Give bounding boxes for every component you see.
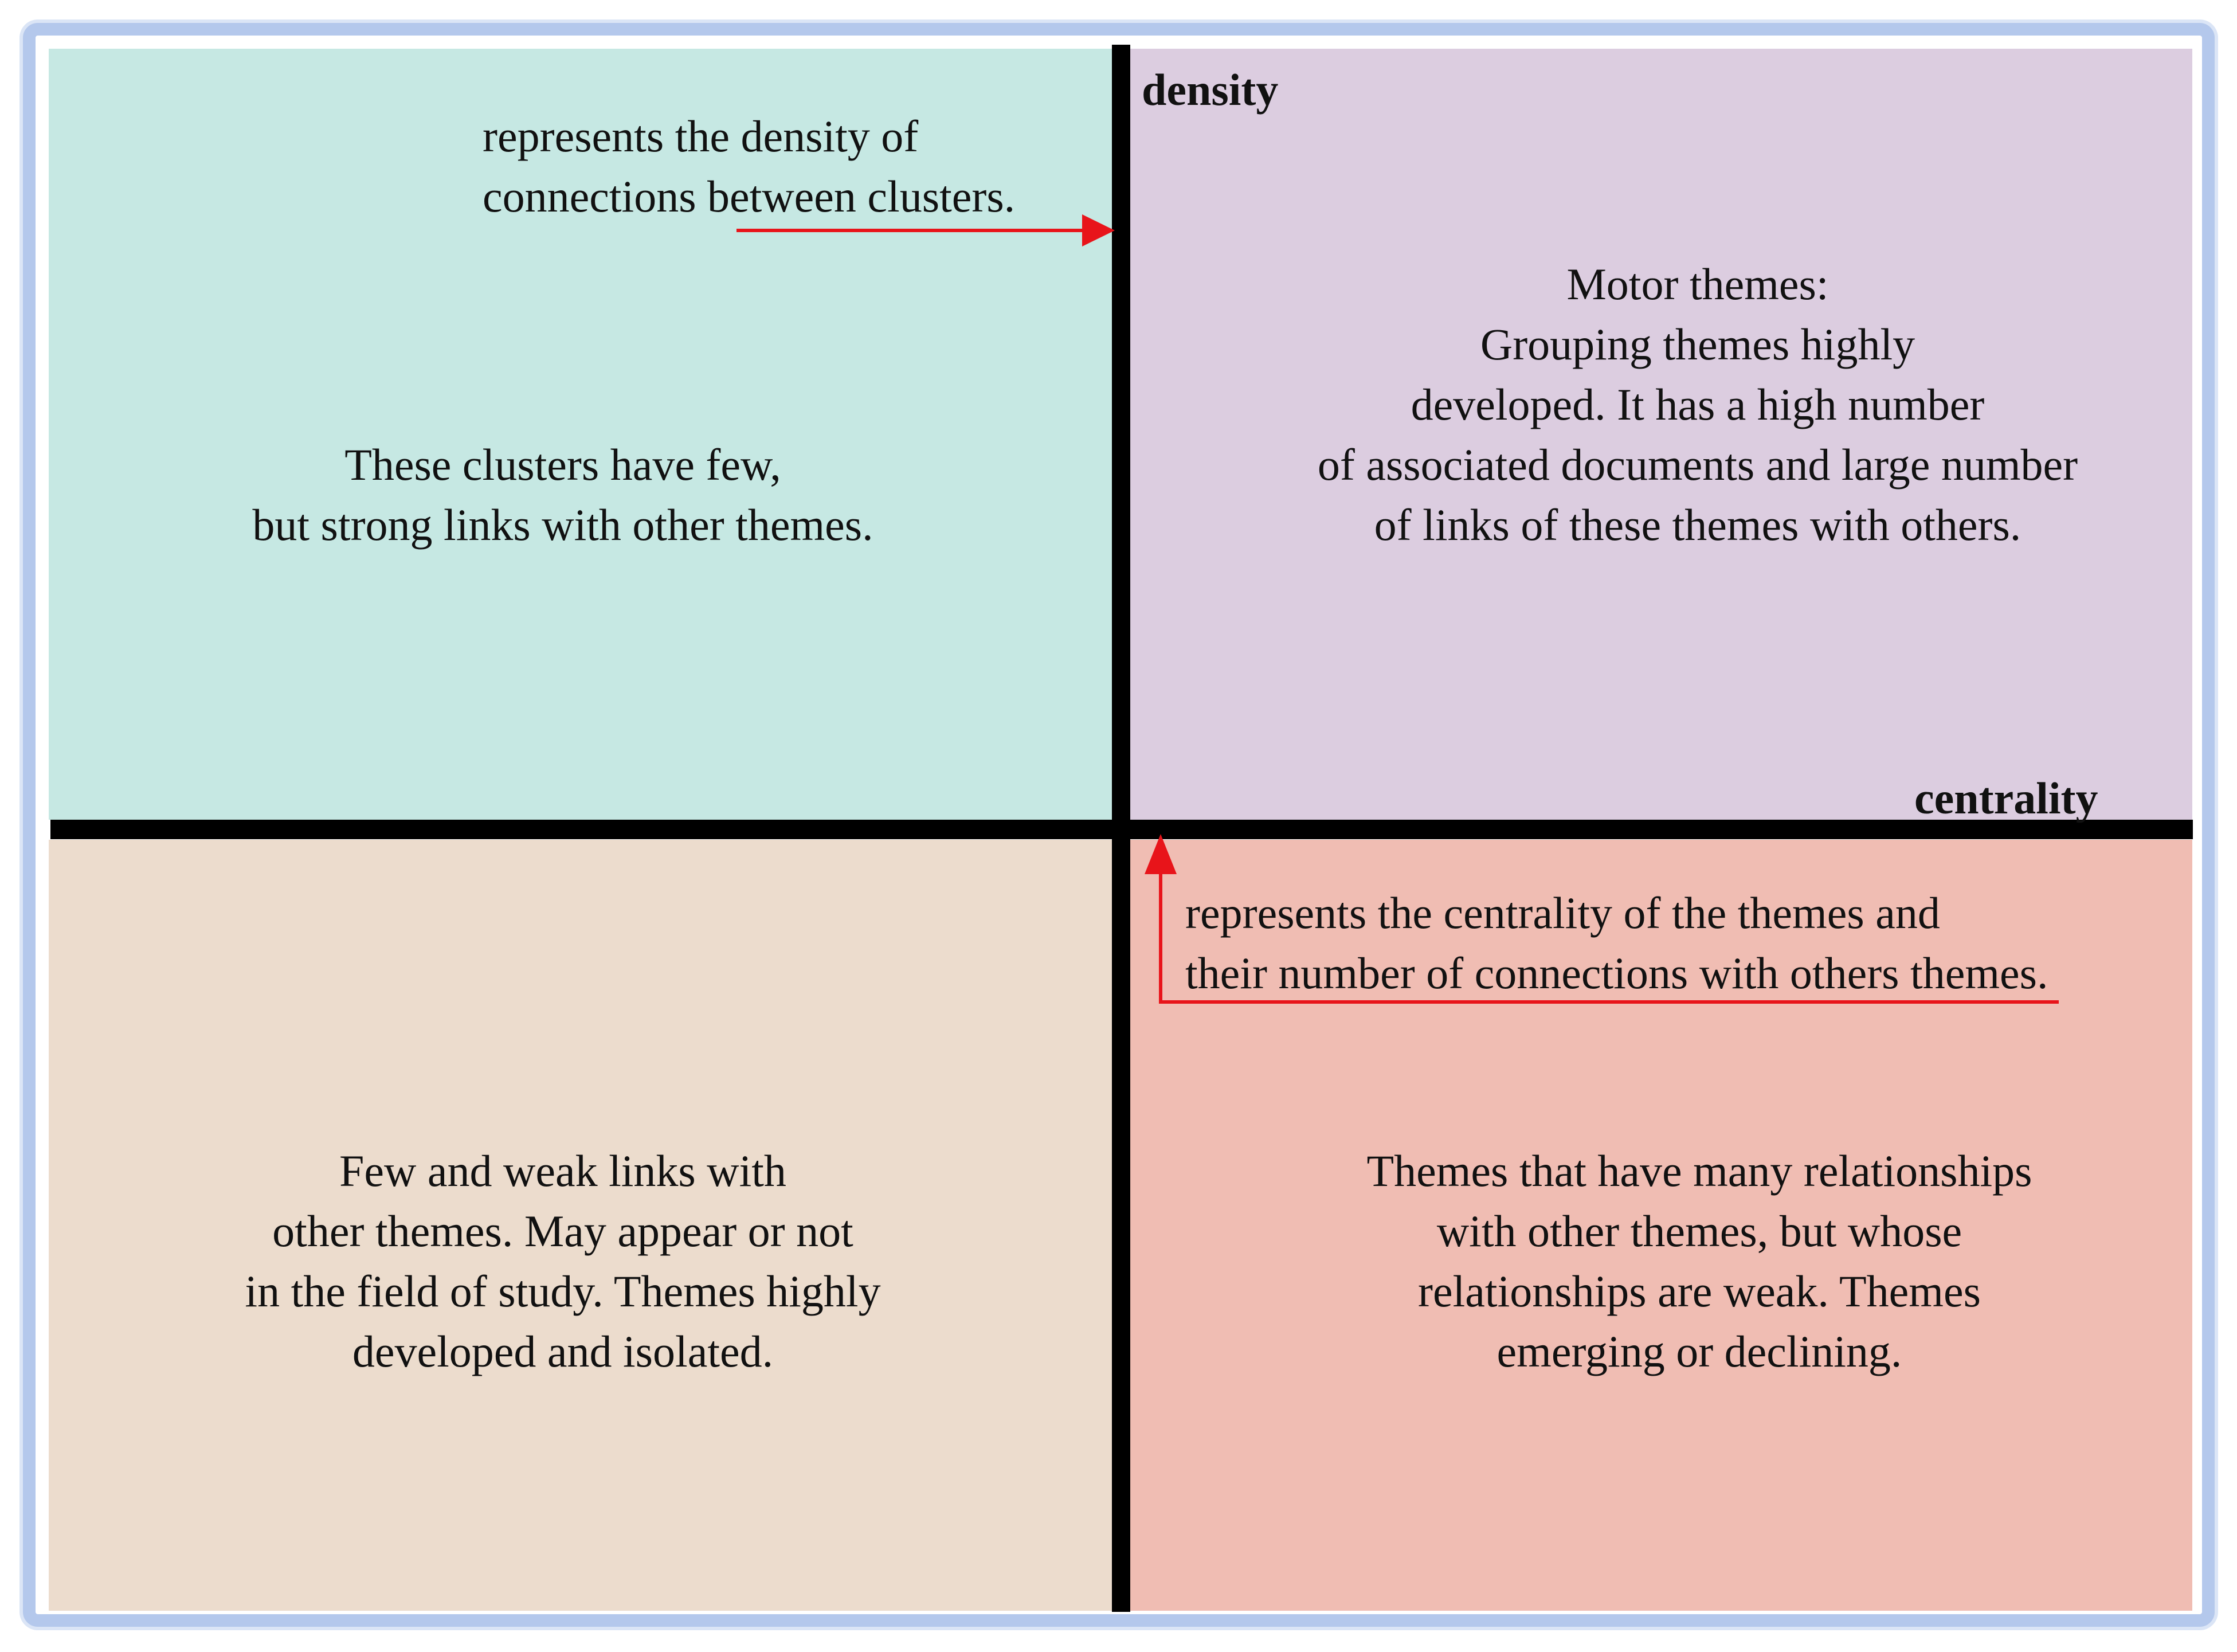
density-arrow-head: [1082, 214, 1115, 246]
description-line: developed. It has a high number: [1411, 379, 1985, 429]
density-annotation: [483, 106, 1015, 226]
centrality-annotation: [1185, 883, 2048, 1003]
top-right-description: [1318, 254, 2078, 555]
centrality-annotation-line: represents the centrality of the themes and: [1185, 888, 1940, 938]
description-line: relationships are weak. Themes: [1418, 1266, 1981, 1316]
description-line: but strong links with other themes.: [252, 500, 873, 550]
description-line: other themes. May appear or not: [272, 1206, 853, 1256]
description-line: in the field of study. Themes highly: [245, 1266, 881, 1316]
description-line: Few and weak links with: [339, 1146, 786, 1196]
density-annotation-line: connections between clusters.: [483, 171, 1016, 221]
description-line: Motor themes:: [1566, 259, 1829, 309]
centrality-axis-label: centrality: [1914, 773, 2098, 823]
bottom-right-description: [1366, 1141, 2032, 1381]
description-line: emerging or declining.: [1496, 1326, 1902, 1376]
description-line: of associated documents and large number: [1317, 440, 2078, 490]
horizontal-axis: [50, 820, 2193, 839]
density-annotation-line: represents the density of: [483, 111, 919, 161]
centrality-arrow-head: [1145, 834, 1177, 874]
description-line: Grouping themes highly: [1480, 319, 1915, 369]
density-axis-label: density: [1142, 65, 1279, 115]
description-line: of links of these themes with others.: [1374, 500, 2021, 550]
bottom-left-description: [245, 1141, 880, 1381]
centrality-annotation-line: their number of connections with others themes.: [1185, 948, 2048, 998]
description-line: with other themes, but whose: [1436, 1206, 1962, 1256]
description-line: These clusters have few,: [344, 440, 781, 490]
description-line: developed and isolated.: [352, 1326, 774, 1376]
description-line: Themes that have many relationships: [1366, 1146, 2032, 1196]
top-left-description: [252, 434, 873, 555]
